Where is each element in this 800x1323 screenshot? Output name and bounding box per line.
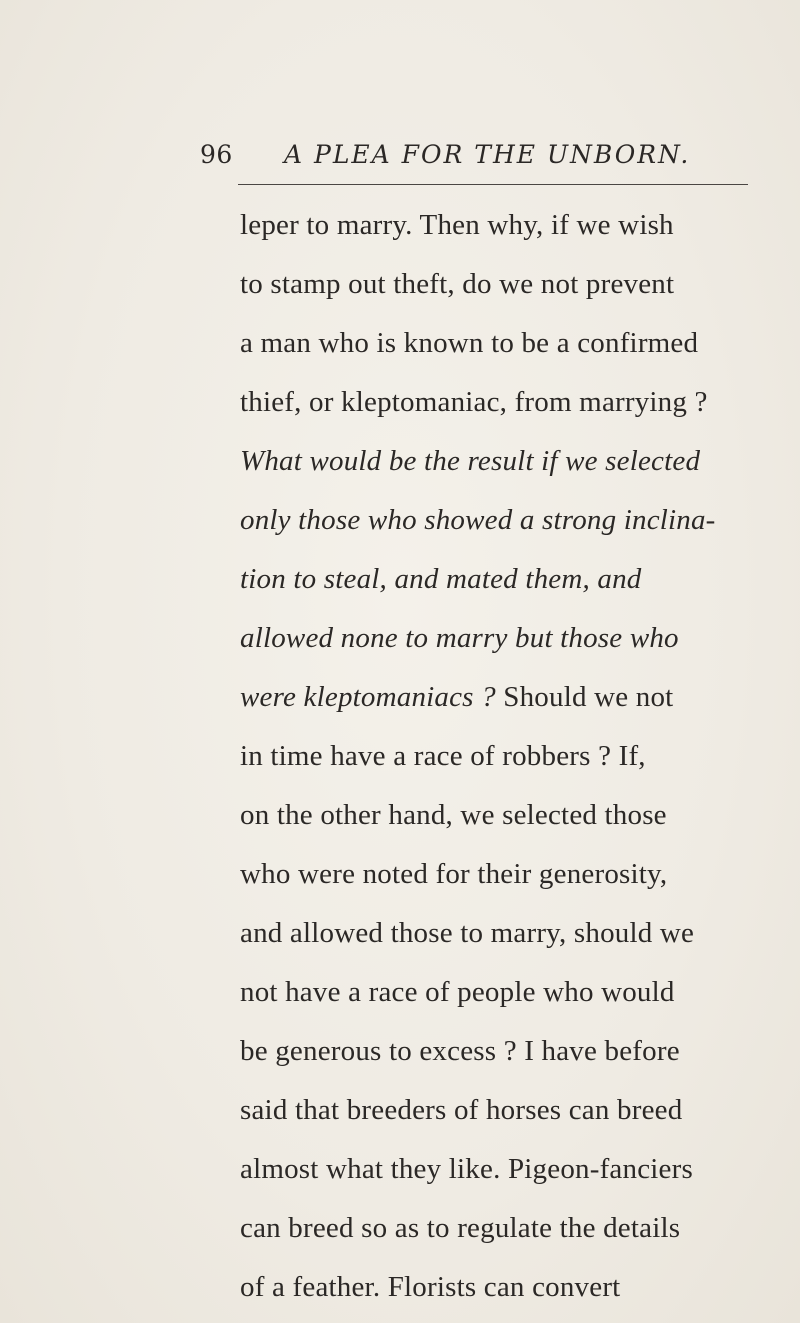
text-line <box>240 314 750 373</box>
text-line <box>240 491 750 550</box>
roman-text: can breed so as to regulate the details <box>240 1212 681 1244</box>
text-line <box>240 904 750 963</box>
roman-text: be generous to excess ? I have before <box>240 1035 680 1067</box>
text-line <box>240 845 750 904</box>
roman-text: Should we not <box>495 681 674 713</box>
text-line <box>240 727 750 786</box>
roman-text: leper to marry. Then why, if we wish <box>240 209 674 241</box>
text-line <box>240 1022 750 1081</box>
roman-text: almost what they like. Pigeon-fanciers <box>240 1153 693 1185</box>
header-rule <box>238 184 748 185</box>
text-line <box>240 786 750 845</box>
text-line <box>240 373 750 432</box>
text-line <box>240 1258 750 1317</box>
text-line <box>240 432 750 491</box>
italic-text: allowed none to marry but those who <box>240 622 679 654</box>
roman-text: a man who is known to be a confirmed <box>240 327 699 359</box>
page-header <box>196 140 756 176</box>
roman-text: not have a race of people who would <box>240 976 675 1008</box>
roman-text: on the other hand, we selected those <box>240 799 667 831</box>
roman-text: and allowed those to marry, should we <box>240 917 695 949</box>
text-line <box>240 255 750 314</box>
roman-text: to stamp out theft, do we not prevent <box>240 268 675 300</box>
text-line <box>240 668 750 727</box>
roman-text: thief, or kleptomaniac, from marrying ? <box>240 386 708 418</box>
text-line <box>240 963 750 1022</box>
text-line <box>240 550 750 609</box>
roman-text: said that breeders of horses can breed <box>240 1094 683 1126</box>
text-line <box>240 1081 750 1140</box>
roman-text: of a feather. Florists can convert <box>240 1271 621 1303</box>
text-line <box>240 1140 750 1199</box>
italic-text: only those who showed a strong inclina- <box>240 504 716 536</box>
page-number: 96 <box>200 140 233 169</box>
italic-text: What would be the result if we selected <box>240 445 701 477</box>
roman-text: who were noted for their generosity, <box>240 858 668 890</box>
running-title: A PLEA FOR THE UNBORN. <box>284 140 691 169</box>
text-line <box>240 609 750 668</box>
text-line <box>240 196 750 255</box>
italic-text: were kleptomaniacs ? <box>240 681 496 713</box>
body-text <box>240 196 750 1317</box>
text-line <box>240 1199 750 1258</box>
roman-text: in time have a race of robbers ? If, <box>240 740 646 772</box>
italic-text: tion to steal, and mated them, and <box>240 563 642 595</box>
